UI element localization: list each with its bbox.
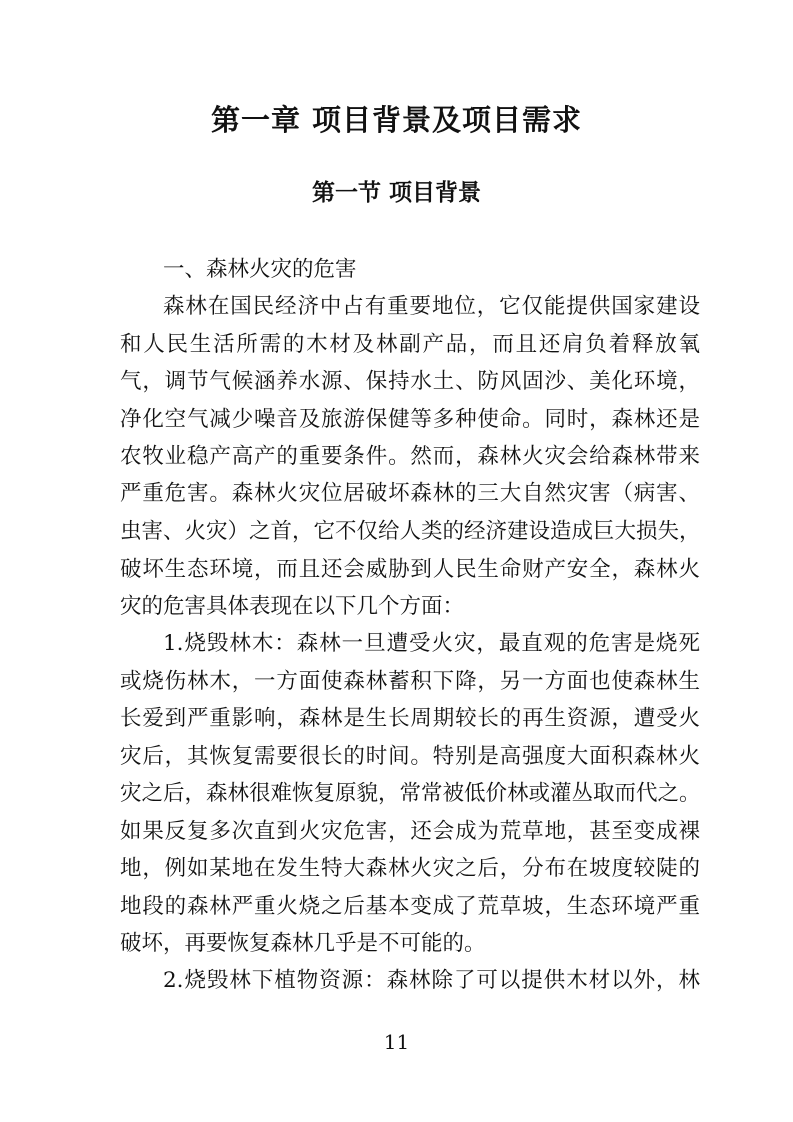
text-line: 灾的危害具体表现在以下几个方面：: [120, 594, 465, 619]
subheading: 一、森林火灾的危害: [163, 257, 357, 282]
text-line: 地段的森林严重火烧之后基本变成了荒草坡，生态环境严重: [120, 894, 700, 919]
text-line: 灾后，其恢复需要很长的时间。特别是高强度大面积森林火: [120, 744, 700, 769]
text-line: 灾之后，森林很难恢复原貌，常常被低价林或灌丛取而代之。: [120, 781, 701, 806]
text-line: 2.烧毁林下植物资源：森林除了可以提供木材以外，林: [163, 968, 700, 993]
text-line: 气，调节气候涵养水源、保持水土、防风固沙、美化环境，: [120, 369, 700, 394]
section-title: 第一节 项目背景: [311, 179, 481, 206]
page-number: 11: [383, 1030, 410, 1054]
text-line: 破坏生态环境，而且还会威胁到人民生命财产安全，森林火: [120, 557, 700, 582]
text-line: 如果反复多次直到火灾危害，还会成为荒草地，甚至变成裸: [120, 819, 700, 844]
text-line: 严重危害。森林火灾位居破坏森林的三大自然灾害（病害、: [120, 481, 700, 506]
text-line: 1.烧毁林木：森林一旦遭受火灾，最直观的危害是烧死: [163, 631, 700, 656]
text-line: 虫害、火灾）之首，它不仅给人类的经济建设造成巨大损失，: [120, 519, 701, 544]
text-line: 森林在国民经济中占有重要地位，它仅能提供国家建设: [163, 294, 700, 319]
text-line: 地，例如某地在发生特大森林火灾之后，分布在坡度较陡的: [120, 856, 700, 881]
text-line: 破坏，再要恢复森林几乎是不可能的。: [120, 931, 486, 956]
text-line: 农牧业稳产高产的重要条件。然而，森林火灾会给森林带来: [120, 444, 700, 469]
text-line: 长爱到严重影响，森林是生长周期较长的再生资源，遭受火: [120, 706, 700, 731]
text-line: 或烧伤林木，一方面使森林蓄积下降，另一方面也使森林生: [120, 669, 700, 694]
text-line: 和人民生活所需的木材及林副产品，而且还肩负着释放氧: [120, 332, 700, 357]
chapter-title: 第一章 项目背景及项目需求: [210, 103, 583, 137]
text-line: 净化空气减少噪音及旅游保健等多种使命。同时，森林还是: [120, 407, 700, 432]
